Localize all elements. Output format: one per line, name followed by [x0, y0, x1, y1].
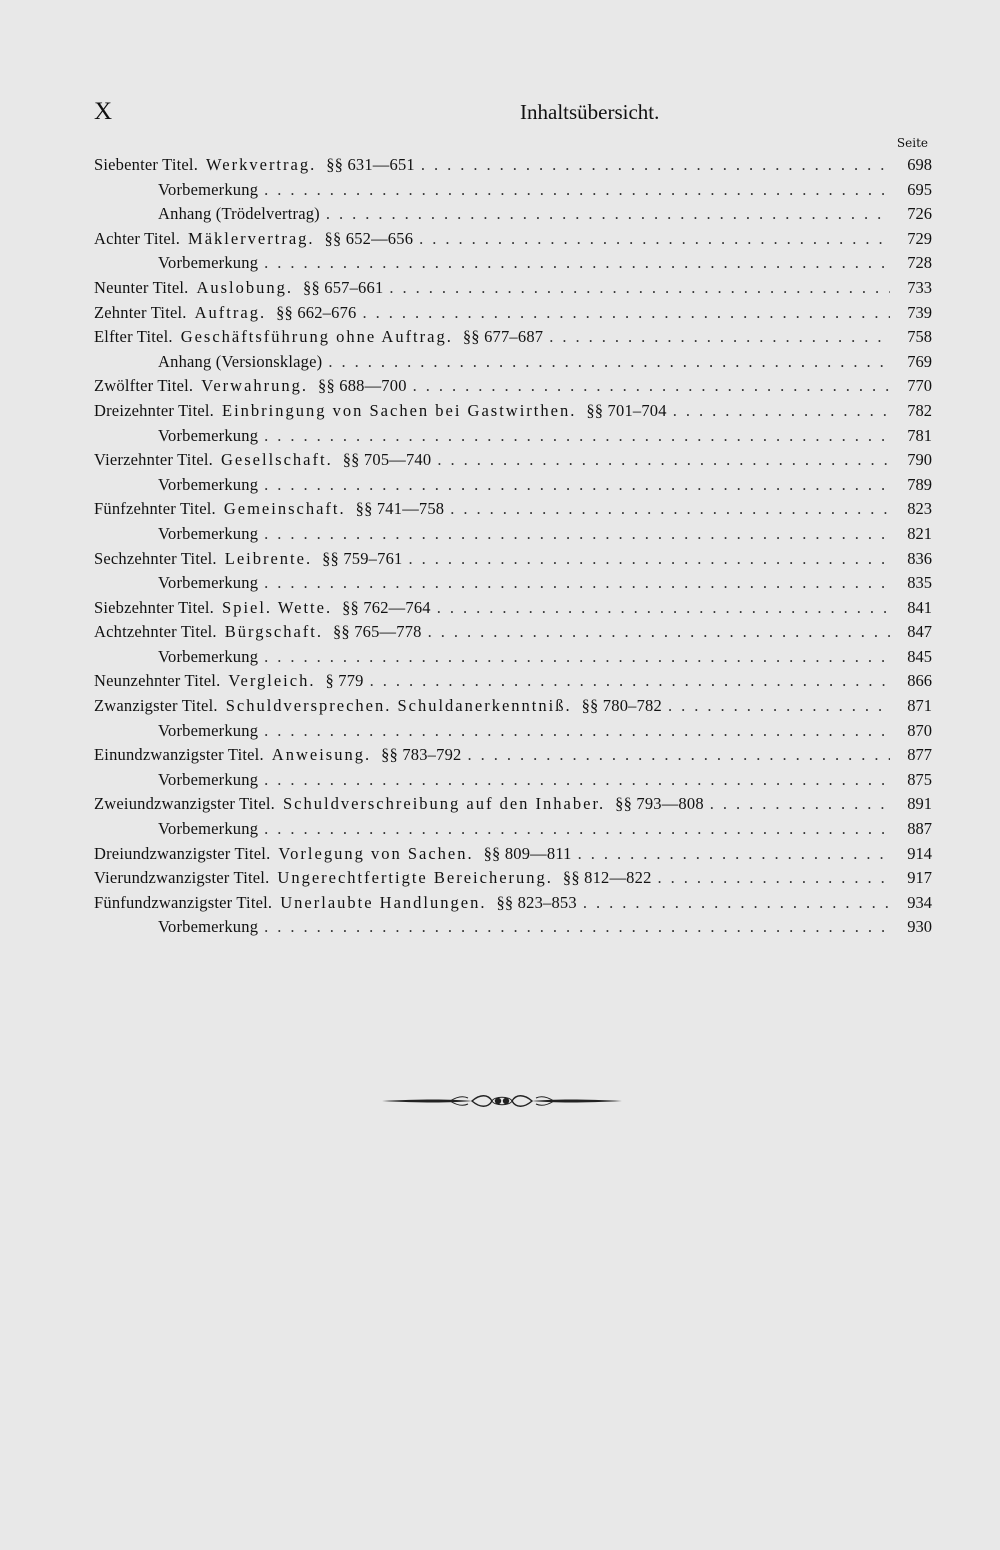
toc-entry-page: 728 — [907, 253, 932, 273]
toc-entry-page: 739 — [907, 302, 932, 322]
table-of-contents — [94, 153, 932, 940]
toc-entry-text — [94, 596, 431, 621]
toc-entry-label: Vorbemerkung — [158, 917, 259, 937]
toc-entry-label: Vierundzwanzigster Titel. — [94, 868, 270, 888]
toc-entry-label: Anhang (Versionsklage) — [158, 351, 323, 371]
toc-entry-page: 845 — [907, 646, 932, 666]
toc-entry-subject: Anweisung. — [271, 745, 372, 765]
toc-entry-label: Zehnter Titel. — [94, 302, 187, 322]
toc-entry-label: Vierzehnter Titel. — [94, 450, 214, 470]
toc-entry — [94, 842, 932, 867]
toc-entry-text — [94, 301, 356, 326]
toc-entry-label: Einundzwanzigster Titel. — [94, 745, 264, 765]
toc-entry-text — [158, 645, 258, 670]
toc-entry-page: 866 — [907, 671, 932, 691]
toc-entry-text — [94, 842, 572, 867]
toc-entry-text — [94, 227, 413, 252]
toc-entry-subject: Leibrente. — [224, 548, 313, 568]
toc-entry-page: 835 — [907, 573, 932, 593]
dot-leader — [264, 522, 890, 547]
toc-entry-page: 891 — [907, 794, 932, 814]
toc-entry-label: Fünfundzwanzigster Titel. — [94, 892, 273, 912]
page-number: X — [94, 98, 113, 125]
dot-leader — [668, 694, 890, 719]
toc-entry-page: 770 — [907, 376, 932, 396]
dot-leader — [264, 719, 890, 744]
toc-entry-label: Vorbemerkung — [158, 819, 259, 839]
dot-leader — [583, 891, 890, 916]
toc-entry — [94, 547, 932, 572]
toc-entry-page: 823 — [907, 499, 932, 519]
toc-entry-label: Vorbemerkung — [158, 253, 259, 273]
toc-entry-text — [94, 497, 444, 522]
toc-entry-text — [94, 669, 364, 694]
toc-entry-page: 836 — [907, 548, 932, 568]
dot-leader — [264, 915, 890, 940]
toc-subentry — [94, 571, 932, 596]
decorative-vignette-icon — [380, 1086, 624, 1116]
toc-entry-label: Achter Titel. — [94, 228, 181, 248]
toc-entry-text — [158, 522, 258, 547]
dot-leader — [362, 301, 890, 326]
toc-entry-page: 875 — [907, 769, 932, 789]
toc-entry-text — [158, 571, 258, 596]
toc-entry-text — [94, 743, 461, 768]
toc-entry-sections: §§ 631—651 — [326, 155, 415, 174]
toc-entry-page: 871 — [907, 696, 932, 716]
toc-subentry — [94, 424, 932, 449]
toc-entry — [94, 743, 932, 768]
dot-leader — [264, 424, 890, 449]
toc-entry-label: Fünfzehnter Titel. — [94, 499, 216, 519]
toc-entry-subject: Verwahrung. — [201, 376, 309, 396]
toc-entry-subject: Gesellschaft. — [221, 450, 333, 470]
dot-leader — [264, 645, 890, 670]
toc-entry-text — [94, 374, 407, 399]
toc-entry-label: Dreizehnter Titel. — [94, 400, 214, 420]
toc-entry-sections: §§ 701–704 — [586, 400, 667, 420]
toc-entry-text — [94, 866, 652, 891]
toc-entry — [94, 866, 932, 891]
toc-entry — [94, 792, 932, 817]
toc-entry-text — [94, 694, 662, 719]
dot-leader — [450, 497, 890, 522]
toc-entry-label: Zwölfter Titel. — [94, 376, 194, 396]
dot-leader — [437, 448, 890, 473]
toc-entry-text — [158, 350, 322, 375]
toc-entry-sections: §§ 793—808 — [615, 794, 704, 814]
toc-entry-subject: Werkvertrag. — [206, 155, 317, 174]
toc-entry-label: Vorbemerkung — [158, 523, 259, 543]
toc-entry — [94, 374, 932, 399]
toc-entry-text — [158, 251, 258, 276]
toc-entry — [94, 399, 932, 424]
toc-entry-page: 733 — [907, 277, 932, 297]
dot-leader — [710, 792, 890, 817]
toc-entry-label: Anhang (Trödelvertrag) — [158, 204, 320, 224]
toc-entry — [94, 596, 932, 621]
dot-leader — [437, 596, 890, 621]
dot-leader — [413, 374, 890, 399]
toc-entry-label: Siebzehnter Titel. — [94, 597, 215, 617]
toc-entry-label: Dreiundzwanzigster Titel. — [94, 843, 271, 863]
dot-leader — [658, 866, 890, 891]
toc-subentry — [94, 817, 932, 842]
toc-entry-label: Achtzehnter Titel. — [94, 622, 217, 642]
toc-subentry — [94, 645, 932, 670]
toc-entry — [94, 276, 932, 301]
toc-subentry — [94, 719, 932, 744]
toc-entry-sections: §§ 741—758 — [355, 499, 445, 519]
toc-entry-sections: §§ 705—740 — [342, 450, 432, 470]
toc-entry-page: 877 — [907, 745, 932, 765]
toc-entry — [94, 891, 932, 916]
toc-entry-page: 870 — [907, 720, 932, 740]
toc-entry-sections: §§ 677–687 — [462, 327, 544, 347]
toc-entry-label: Zwanzigster Titel. — [94, 696, 218, 716]
toc-subentry — [94, 522, 932, 547]
dot-leader — [328, 350, 890, 375]
toc-entry-subject: Geschäftsführung ohne Auftrag. — [180, 327, 453, 347]
toc-entry-text — [94, 325, 543, 350]
toc-entry — [94, 620, 932, 645]
dot-leader — [264, 768, 890, 793]
toc-entry-page: 914 — [907, 843, 932, 863]
toc-entry-subject: Auslobung. — [196, 277, 294, 297]
toc-entry-page: 698 — [907, 155, 932, 174]
toc-entry-text — [158, 768, 258, 793]
toc-entry-sections: §§ 652—656 — [324, 228, 414, 248]
dot-leader — [264, 473, 890, 498]
running-title: Inhaltsübersicht. — [520, 100, 660, 124]
dot-leader — [389, 276, 890, 301]
toc-entry-text — [94, 792, 704, 817]
toc-entry-text — [94, 620, 422, 645]
toc-entry-sections: §§ 809—811 — [483, 843, 572, 863]
toc-entry-text — [158, 178, 258, 203]
toc-entry-sections: §§ 762—764 — [342, 597, 431, 617]
toc-entry — [94, 669, 932, 694]
toc-entry-page: 695 — [907, 179, 932, 199]
page-header — [90, 98, 930, 138]
dot-leader — [421, 153, 890, 178]
toc-entry-sections: §§ 657–661 — [303, 277, 384, 297]
toc-entry-page: 789 — [907, 474, 932, 494]
toc-entry-sections: §§ 688—700 — [318, 376, 407, 396]
toc-entry-page: 726 — [907, 204, 932, 224]
toc-entry-page: 847 — [907, 622, 932, 642]
toc-entry-label: Elfter Titel. — [94, 327, 173, 347]
toc-entry-sections: §§ 765—778 — [332, 622, 422, 642]
dot-leader — [264, 817, 890, 842]
toc-entry-page: 934 — [907, 892, 932, 912]
toc-entry-sections: §§ 823–853 — [496, 892, 577, 912]
toc-entry-page: 917 — [907, 868, 932, 888]
toc-entry-label: Vorbemerkung — [158, 769, 259, 789]
dot-leader — [419, 227, 890, 252]
toc-entry-text — [158, 473, 258, 498]
toc-entry-label: Zweiundzwanzigster Titel. — [94, 794, 275, 814]
toc-entry-text — [94, 891, 577, 916]
toc-entry-page: 781 — [907, 425, 932, 445]
toc-entry-subject: Einbringung von Sachen bei Gastwirthen. — [222, 400, 577, 420]
toc-entry-subject: Bürgschaft. — [224, 622, 323, 642]
toc-entry-text — [94, 153, 415, 178]
toc-entry-subject: Vergleich. — [228, 671, 316, 691]
toc-entry-subject: Spiel. Wette. — [222, 597, 333, 617]
toc-entry-text — [94, 547, 402, 572]
toc-entry-subject: Auftrag. — [194, 302, 267, 322]
dot-leader — [326, 202, 890, 227]
toc-entry-page: 758 — [907, 327, 932, 347]
toc-entry-label: Vorbemerkung — [158, 720, 259, 740]
toc-entry-subject: Mäklervertrag. — [188, 228, 315, 248]
toc-entry — [94, 694, 932, 719]
toc-entry — [94, 227, 932, 252]
toc-entry-sections: §§ 812—822 — [562, 868, 652, 888]
page-column-label: Seite — [896, 136, 928, 150]
toc-entry-sections: §§ 759–761 — [322, 548, 403, 568]
dot-leader — [264, 571, 890, 596]
toc-entry-page: 841 — [907, 597, 932, 617]
toc-entry-label: Siebenter Titel. — [94, 155, 199, 174]
toc-entry-text — [94, 448, 431, 473]
toc-entry-text — [158, 817, 258, 842]
toc-entry-page: 790 — [907, 450, 932, 470]
toc-subentry — [94, 915, 932, 940]
toc-entry-page: 769 — [907, 351, 932, 371]
toc-entry-text — [94, 276, 383, 301]
toc-entry-sections: §§ 780–782 — [581, 696, 662, 716]
toc-entry-subject: Unerlaubte Handlungen. — [280, 892, 487, 912]
dot-leader — [264, 251, 890, 276]
toc-entry-label: Vorbemerkung — [158, 425, 259, 445]
dot-leader — [264, 178, 890, 203]
toc-entry-page: 821 — [907, 523, 932, 543]
toc-entry-page: 887 — [907, 819, 932, 839]
toc-subentry — [94, 251, 932, 276]
toc-entry-label: Vorbemerkung — [158, 573, 259, 593]
toc-entry-sections: §§ 662–676 — [276, 302, 357, 322]
dot-leader — [408, 547, 890, 572]
toc-entry-label: Vorbemerkung — [158, 179, 259, 199]
toc-entry-label: Sechzehnter Titel. — [94, 548, 217, 568]
toc-entry — [94, 301, 932, 326]
toc-subentry — [94, 350, 932, 375]
toc-entry — [94, 497, 932, 522]
toc-subentry — [94, 202, 932, 227]
toc-entry-page: 729 — [907, 228, 932, 248]
toc-entry — [94, 448, 932, 473]
toc-subentry — [94, 178, 932, 203]
toc-entry-sections: §§ 783–792 — [381, 745, 462, 765]
toc-entry-subject: Schuldversprechen. Schuldanerkenntniß. — [225, 696, 572, 716]
toc-entry-label: Vorbemerkung — [158, 474, 259, 494]
toc-entry-label: Vorbemerkung — [158, 646, 259, 666]
toc-entry — [94, 153, 932, 178]
dot-leader — [370, 669, 890, 694]
dot-leader — [673, 399, 890, 424]
toc-entry-label: Neunter Titel. — [94, 277, 189, 297]
toc-entry-subject: Ungerechtfertigte Bereicherung. — [277, 868, 553, 888]
toc-entry-subject: Schuldverschreibung auf den Inhaber. — [282, 794, 606, 814]
toc-entry-text — [158, 202, 320, 227]
toc-entry-page: 930 — [907, 917, 932, 937]
dot-leader — [578, 842, 890, 867]
toc-entry-sections: § 779 — [325, 671, 364, 691]
toc-entry — [94, 325, 932, 350]
toc-entry-subject: Gemeinschaft. — [223, 499, 346, 519]
toc-entry-label: Neunzehnter Titel. — [94, 671, 221, 691]
toc-subentry — [94, 473, 932, 498]
toc-entry-text — [158, 915, 258, 940]
dot-leader — [428, 620, 890, 645]
toc-entry-page: 782 — [907, 400, 932, 420]
toc-entry-text — [158, 424, 258, 449]
toc-entry-subject: Vorlegung von Sachen. — [278, 843, 474, 863]
dot-leader — [549, 325, 890, 350]
toc-entry-text — [158, 719, 258, 744]
dot-leader — [467, 743, 890, 768]
toc-subentry — [94, 768, 932, 793]
toc-entry-text — [94, 399, 667, 424]
